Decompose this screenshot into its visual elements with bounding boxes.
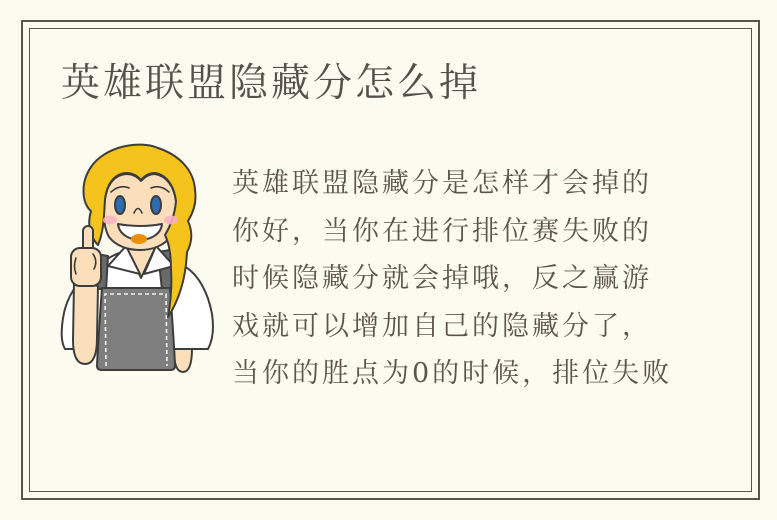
mascot-tongue xyxy=(131,234,147,244)
mascot-blush-right xyxy=(164,216,178,225)
mascot-apron xyxy=(97,288,175,370)
mascot-left-arm xyxy=(73,282,98,364)
body-line: 英雄联盟隐藏分是怎样才会掉的 xyxy=(232,168,652,199)
mascot-blush-left xyxy=(103,216,117,225)
mascot-illustration xyxy=(58,142,218,377)
mascot-fist xyxy=(71,248,101,286)
body-line: 你好，当你在进行排位赛失败的 xyxy=(232,215,652,247)
page-title: 英雄联盟隐藏分怎么掉 xyxy=(61,62,482,105)
mascot-eye-right xyxy=(151,196,161,214)
mascot-svg xyxy=(58,142,218,377)
article-body xyxy=(232,160,712,398)
body-line: 当你的胜点为0的时候，排位失败 xyxy=(232,358,673,389)
mascot-eye-left xyxy=(115,196,125,214)
body-line: 时候隐藏分就会掉哦，反之赢游 xyxy=(232,263,652,294)
body-line: 戏就可以增加自己的隐藏分了， xyxy=(232,310,652,342)
